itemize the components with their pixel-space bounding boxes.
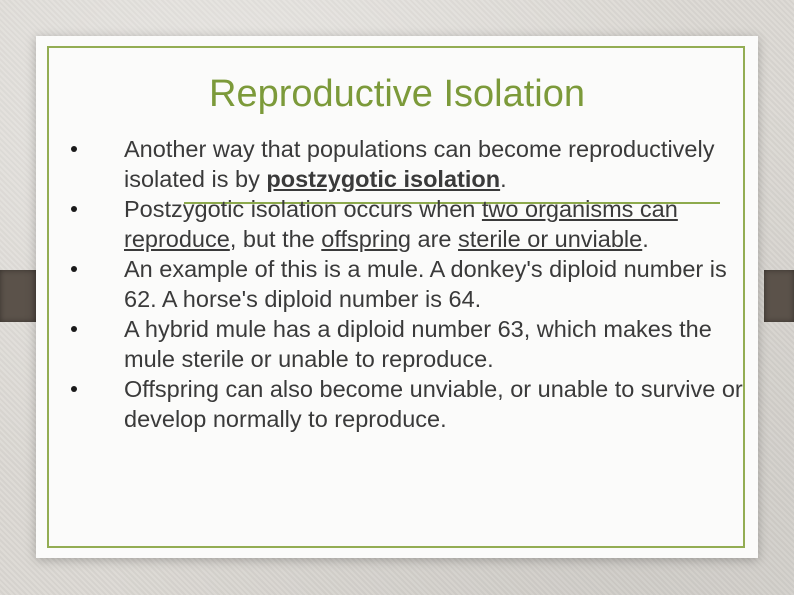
bullet-dot-icon [71, 266, 77, 272]
bullet-text: are [411, 226, 459, 252]
bullet-item [62, 314, 752, 374]
slide-title: Reproductive Isolation [209, 73, 585, 115]
bullet-list [62, 134, 752, 434]
bullet-dot-icon [71, 386, 77, 392]
slide-paper [36, 36, 758, 558]
bullet-item [62, 134, 752, 194]
bullet-dot-icon [71, 146, 77, 152]
bullet-dot-icon [71, 206, 77, 212]
bullet-emphasis-text: sterile or unviable [458, 226, 643, 252]
bullet-text: Offspring can also become unviable, or unable to survive or develop normally to reproduce. [124, 376, 743, 432]
bullet-text: , but the [229, 226, 322, 252]
bullet-item [62, 194, 752, 254]
bullet-emphasis-text: offspring [321, 226, 411, 252]
bullet-text: An example of this is a mule. A donkey's diploid number is 62. A horse's diploid number is 64. [124, 256, 727, 312]
bullet-emphasis-text: postzygotic isolation [266, 166, 501, 192]
bullet-dot-icon [71, 326, 77, 332]
bullet-item [62, 254, 752, 314]
bullet-text: Postzygotic isolation occurs when [124, 196, 482, 222]
bullet-text: . [642, 226, 649, 252]
bullet-item [62, 374, 752, 434]
bullet-text: A hybrid mule has a diploid number 63, which makes the mule sterile or unable to reproduce. [124, 316, 712, 372]
bullet-text: Another way that populations can become reproductively isolated is by [124, 136, 715, 192]
bullet-emphasis-text: two organisms can reproduce [124, 196, 678, 252]
left-edge-tab [0, 270, 36, 322]
right-edge-tab [764, 270, 794, 322]
bullet-text: . [500, 166, 507, 192]
